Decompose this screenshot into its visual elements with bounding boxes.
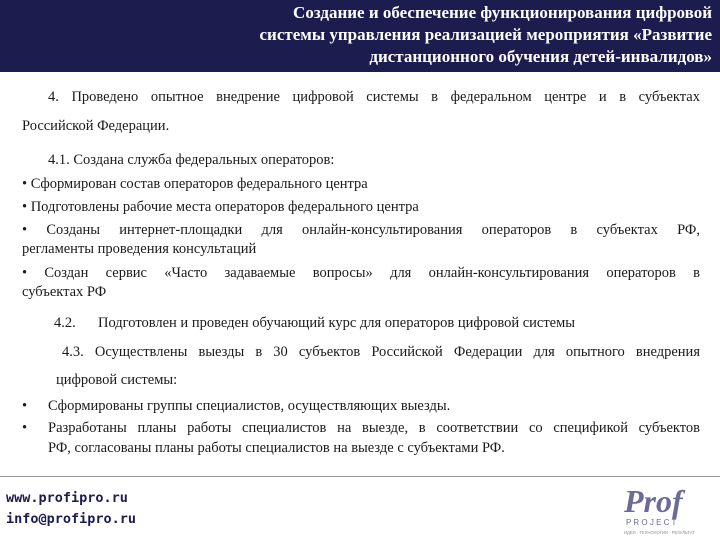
bullet-item-line1: • Создан сервис «Часто задаваемые вопросы» для онлайн-консультирования операторов в bbox=[22, 265, 700, 281]
logo-subword: P R O J E C T bbox=[626, 518, 677, 527]
prof-project-logo bbox=[620, 482, 716, 538]
footer-divider bbox=[0, 476, 720, 477]
bullet-marker: • bbox=[22, 420, 28, 436]
email-link[interactable]: info@profipro.ru bbox=[6, 511, 137, 527]
bullet-item: • Подготовлены рабочие места операторов федерального центра bbox=[22, 199, 419, 215]
item-4-3-line2: цифровой системы: bbox=[56, 372, 178, 388]
bullet-item-line1: • Созданы интернет-площадки для онлайн-консультирования операторов в субъектах РФ, bbox=[22, 222, 700, 238]
bullet-item-line2: регламенты проведения консультаций bbox=[22, 241, 257, 257]
bullet-item-line1: Разработаны планы работы специалистов на выезде, в соответствии со спецификой субъектов bbox=[48, 420, 700, 436]
title-line: системы управления реализацией мероприятия «Развитие bbox=[259, 25, 712, 44]
footer-contacts bbox=[6, 488, 136, 530]
bullet-marker: • bbox=[22, 398, 28, 414]
bullet-item: Сформированы группы специалистов, осуществляющих выезды. bbox=[48, 398, 451, 414]
bullet-item-line2: субъектах РФ bbox=[22, 284, 107, 300]
bullet-item-line2: РФ, согласованы планы работы специалистов на выезде с субъектами РФ. bbox=[48, 440, 505, 456]
logo-word: Prof bbox=[624, 483, 683, 519]
title-line: дистанционного обучения детей-инвалидов» bbox=[369, 47, 712, 66]
item-4-1: 4.1. Создана служба федеральных операторов: bbox=[48, 152, 335, 168]
bullet-item: • Сформирован состав операторов федерального центра bbox=[22, 176, 368, 192]
title-line: Создание и обеспечение функционирования цифровой bbox=[293, 3, 712, 22]
item-4-2-text: Подготовлен и проведен обучающий курс для операторов цифровой системы bbox=[98, 315, 576, 331]
logo-tagline: ИДЕИ · ТЕХНОЛОГИИ · РЕЗУЛЬТАТ bbox=[624, 530, 695, 535]
item-4-3-line1: 4.3. Осуществлены выезды в 30 субъектов Российской Федерации для опытного внедрения bbox=[62, 344, 700, 360]
item-4-line1: 4. Проведено опытное внедрение цифровой системы в федеральном центре и в субъектах bbox=[48, 89, 700, 105]
item-4-2-number: 4.2. bbox=[54, 315, 76, 331]
item-4-line2: Российской Федерации. bbox=[22, 118, 170, 134]
website-link[interactable]: www.profipro.ru bbox=[6, 490, 128, 506]
